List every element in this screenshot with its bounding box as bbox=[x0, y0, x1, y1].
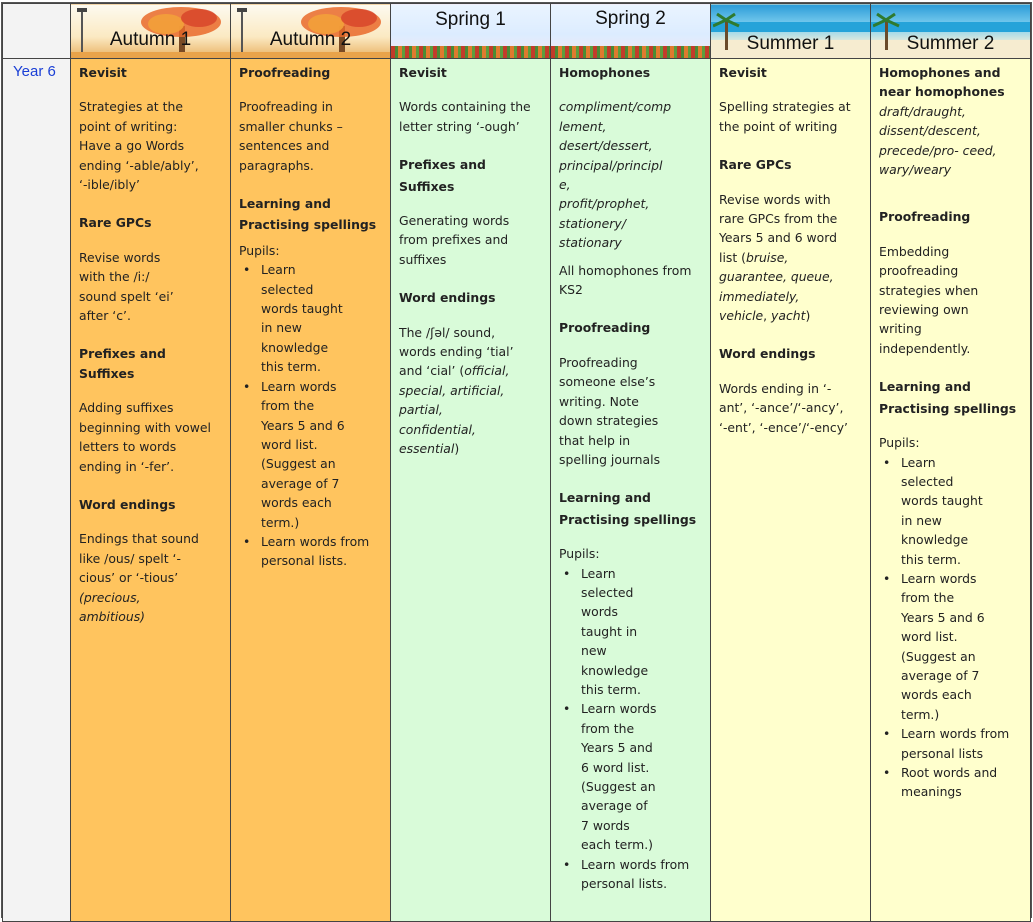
text-line: smaller chunks – bbox=[239, 118, 343, 134]
text-line: dissent/descent, bbox=[879, 123, 981, 139]
section-heading: Learning and bbox=[239, 196, 331, 212]
section-heading: Practising spellings bbox=[239, 217, 377, 233]
section-heading: Revisit bbox=[79, 65, 127, 80]
text-line: that help in bbox=[559, 432, 631, 448]
text-line: the point of writing bbox=[719, 118, 838, 134]
section-heading: Learning and bbox=[559, 490, 651, 506]
header-row bbox=[3, 4, 1031, 59]
text-line: Pupils: bbox=[879, 435, 920, 451]
text-line: proofreading bbox=[879, 263, 959, 279]
text-line: and ‘cial’ (official, bbox=[399, 363, 510, 379]
text-line: Endings that sound bbox=[79, 531, 199, 547]
text-line: beginning with vowel bbox=[79, 419, 211, 435]
text-line: KS2 bbox=[559, 282, 583, 298]
section-heading: Practising spellings bbox=[559, 511, 697, 527]
header-title: Spring 1 bbox=[435, 9, 506, 30]
text-line: Proofreading bbox=[559, 354, 638, 370]
spring-1-cell bbox=[391, 59, 551, 922]
text-line: Pupils: bbox=[239, 242, 280, 258]
text-line: Spelling strategies at bbox=[719, 99, 851, 115]
bullet-list bbox=[559, 564, 702, 894]
header-summer-1 bbox=[711, 4, 871, 59]
bullet-list bbox=[239, 260, 382, 571]
text-line: sound spelt ‘ei’ bbox=[79, 288, 174, 304]
text-line: vehicle, yacht) bbox=[719, 308, 811, 324]
text-line: suffixes bbox=[399, 251, 447, 267]
section-heading: Suffixes bbox=[399, 178, 455, 194]
text-line: point of writing: bbox=[79, 118, 178, 134]
year-6-row bbox=[3, 59, 1031, 922]
text-line: independently. bbox=[879, 340, 971, 356]
section-heading: Word endings bbox=[79, 496, 176, 512]
text-line: after ‘c’. bbox=[79, 308, 131, 324]
list-item: • Learn selected words taught in new knowledge this term. bbox=[239, 260, 382, 376]
header-title: Summer 2 bbox=[906, 33, 995, 54]
summer-2-cell bbox=[871, 59, 1031, 922]
text-line: ending in ‘-fer’. bbox=[79, 458, 175, 474]
text-line: ending ‘-able/ably’, bbox=[79, 157, 199, 173]
text-line: Revise words bbox=[79, 249, 161, 265]
list-item: • Learn selected words taught in new knowledge this term. bbox=[559, 564, 702, 700]
text-line: draft/draught, bbox=[879, 103, 966, 119]
section-heading: Proofreading bbox=[239, 65, 331, 80]
section-heading: Proofreading bbox=[559, 320, 651, 336]
text-line: Generating words bbox=[399, 213, 510, 229]
text-line: cious’ or ‘-tious’ bbox=[79, 570, 179, 586]
summer-1-cell bbox=[711, 59, 871, 922]
list-item: • Root words and meanings bbox=[879, 763, 1022, 802]
text-line: letters to words bbox=[79, 439, 177, 455]
section-heading: Homophones bbox=[559, 65, 651, 80]
text-line: writing bbox=[879, 321, 922, 337]
text-line: like /ous/ spelt ‘- bbox=[79, 550, 181, 566]
text-line: ‘-ible/ibly’ bbox=[79, 177, 140, 193]
text-line: stationary bbox=[559, 235, 622, 251]
section-heading: Word endings bbox=[719, 346, 816, 362]
text-line: (precious, bbox=[79, 589, 141, 605]
text-line: partial, bbox=[399, 402, 443, 418]
text-line: someone else’s bbox=[559, 374, 656, 390]
text-line: strategies when bbox=[879, 282, 979, 298]
section-heading: Proofreading bbox=[879, 209, 971, 225]
text-line: paragraphs. bbox=[239, 157, 314, 173]
text-line: confidential, bbox=[399, 421, 476, 437]
header-title: Autumn 1 bbox=[109, 29, 192, 50]
text-line: rare GPCs from the bbox=[719, 211, 838, 227]
section-heading: Practising spellings bbox=[879, 400, 1017, 416]
text-line: compliment/comp bbox=[559, 99, 672, 115]
spring-2-cell bbox=[551, 59, 711, 922]
autumn-2-cell bbox=[231, 59, 391, 922]
text-line: down strategies bbox=[559, 413, 659, 429]
text-line: Strategies at the bbox=[79, 99, 183, 115]
text-line: spelling journals bbox=[559, 451, 661, 467]
text-line: The /ʃəl/ sound, bbox=[399, 324, 496, 340]
header-autumn-2 bbox=[231, 4, 391, 59]
text-line: stationery/ bbox=[559, 215, 626, 231]
section-heading: Prefixes and Suffixes bbox=[79, 346, 166, 381]
text-line: guarantee, queue, bbox=[719, 269, 834, 285]
list-item: • Learn words from the Years 5 and 6 word list. (Suggest an average of 7 words each term.) bbox=[879, 569, 1022, 724]
text-line: with the /i:/ bbox=[79, 269, 150, 285]
header-spring-2 bbox=[551, 4, 711, 59]
text-line: Revise words with bbox=[719, 191, 831, 207]
text-line: Pupils: bbox=[559, 546, 600, 562]
section-heading: Revisit bbox=[719, 65, 767, 80]
section-heading: Rare GPCs bbox=[719, 157, 792, 173]
section-heading: Rare GPCs bbox=[79, 215, 152, 231]
section-heading: Prefixes and bbox=[399, 157, 486, 173]
header-title: Summer 1 bbox=[746, 33, 835, 54]
year-label: Year 6 bbox=[3, 59, 71, 922]
text-line: writing. Note bbox=[559, 393, 639, 409]
text-line: Words ending in ‘- bbox=[719, 380, 832, 396]
text-line: essential) bbox=[399, 441, 460, 457]
text-line: from prefixes and bbox=[399, 232, 509, 248]
section-heading: Word endings bbox=[399, 290, 496, 306]
list-item: • Learn words from personal lists. bbox=[239, 532, 382, 571]
header-summer-2 bbox=[871, 4, 1031, 59]
header-title: Autumn 2 bbox=[269, 29, 352, 50]
text-line: Have a go Words bbox=[79, 138, 185, 154]
text-line: sentences and bbox=[239, 138, 330, 154]
list-item: • Learn words from the Years 5 and 6 word list. (Suggest an average of 7 words each term.) bbox=[239, 377, 382, 532]
text-line: lement, bbox=[559, 118, 607, 134]
flowers-icon bbox=[391, 46, 550, 58]
text-line: profit/prophet, bbox=[559, 196, 650, 212]
text-line: ‘-ent’, ‘-ence’/‘-ency’ bbox=[719, 419, 848, 435]
text-line: special, artificial, bbox=[399, 382, 505, 398]
section-heading: Learning and bbox=[879, 379, 971, 395]
text-line: Words containing the bbox=[399, 99, 531, 115]
spelling-overview-table bbox=[2, 3, 1031, 922]
text-line: Adding suffixes bbox=[79, 400, 174, 416]
section-heading: Homophones and bbox=[879, 65, 1001, 80]
text-line: e, bbox=[559, 177, 571, 193]
section-heading: Revisit bbox=[399, 65, 447, 80]
list-item: • Learn words from the Years 5 and 6 word list. (Suggest an average of 7 words each term.) bbox=[559, 699, 702, 854]
text-line: precede/pro- ceed, bbox=[879, 142, 997, 158]
header-title: Spring 2 bbox=[595, 8, 666, 29]
text-line: principal/principl bbox=[559, 157, 663, 173]
header-spring-1 bbox=[391, 4, 551, 59]
text-line: reviewing own bbox=[879, 302, 969, 318]
text-line: immediately, bbox=[719, 288, 800, 304]
text-line: Years 5 and 6 word bbox=[719, 230, 837, 246]
text-line: list (bruise, bbox=[719, 249, 789, 265]
curriculum-table bbox=[1, 2, 1032, 918]
flowers-icon bbox=[551, 46, 710, 58]
text-line: wary/weary bbox=[879, 162, 952, 178]
text-line: letter string ‘-ough’ bbox=[399, 118, 520, 134]
header-autumn-1 bbox=[71, 4, 231, 59]
autumn-1-cell bbox=[71, 59, 231, 922]
header-corner bbox=[3, 4, 71, 59]
list-item: • Learn words from personal lists bbox=[879, 724, 1022, 763]
list-item: • Learn selected words taught in new knowledge this term. bbox=[879, 453, 1022, 569]
text-line: ant’, ‘-ance’/‘-ancy’, bbox=[719, 400, 844, 416]
text-line: Proofreading in bbox=[239, 99, 333, 115]
text-line: All homophones from bbox=[559, 262, 692, 278]
text-line: Embedding bbox=[879, 243, 950, 259]
list-item: • Learn words from personal lists. bbox=[559, 855, 702, 894]
text-line: ambitious) bbox=[79, 608, 145, 624]
text-line: desert/dessert, bbox=[559, 138, 653, 154]
bullet-list bbox=[879, 453, 1022, 802]
section-heading: near homophones bbox=[879, 84, 1005, 100]
text-line: words ending ‘tial’ bbox=[399, 344, 514, 360]
